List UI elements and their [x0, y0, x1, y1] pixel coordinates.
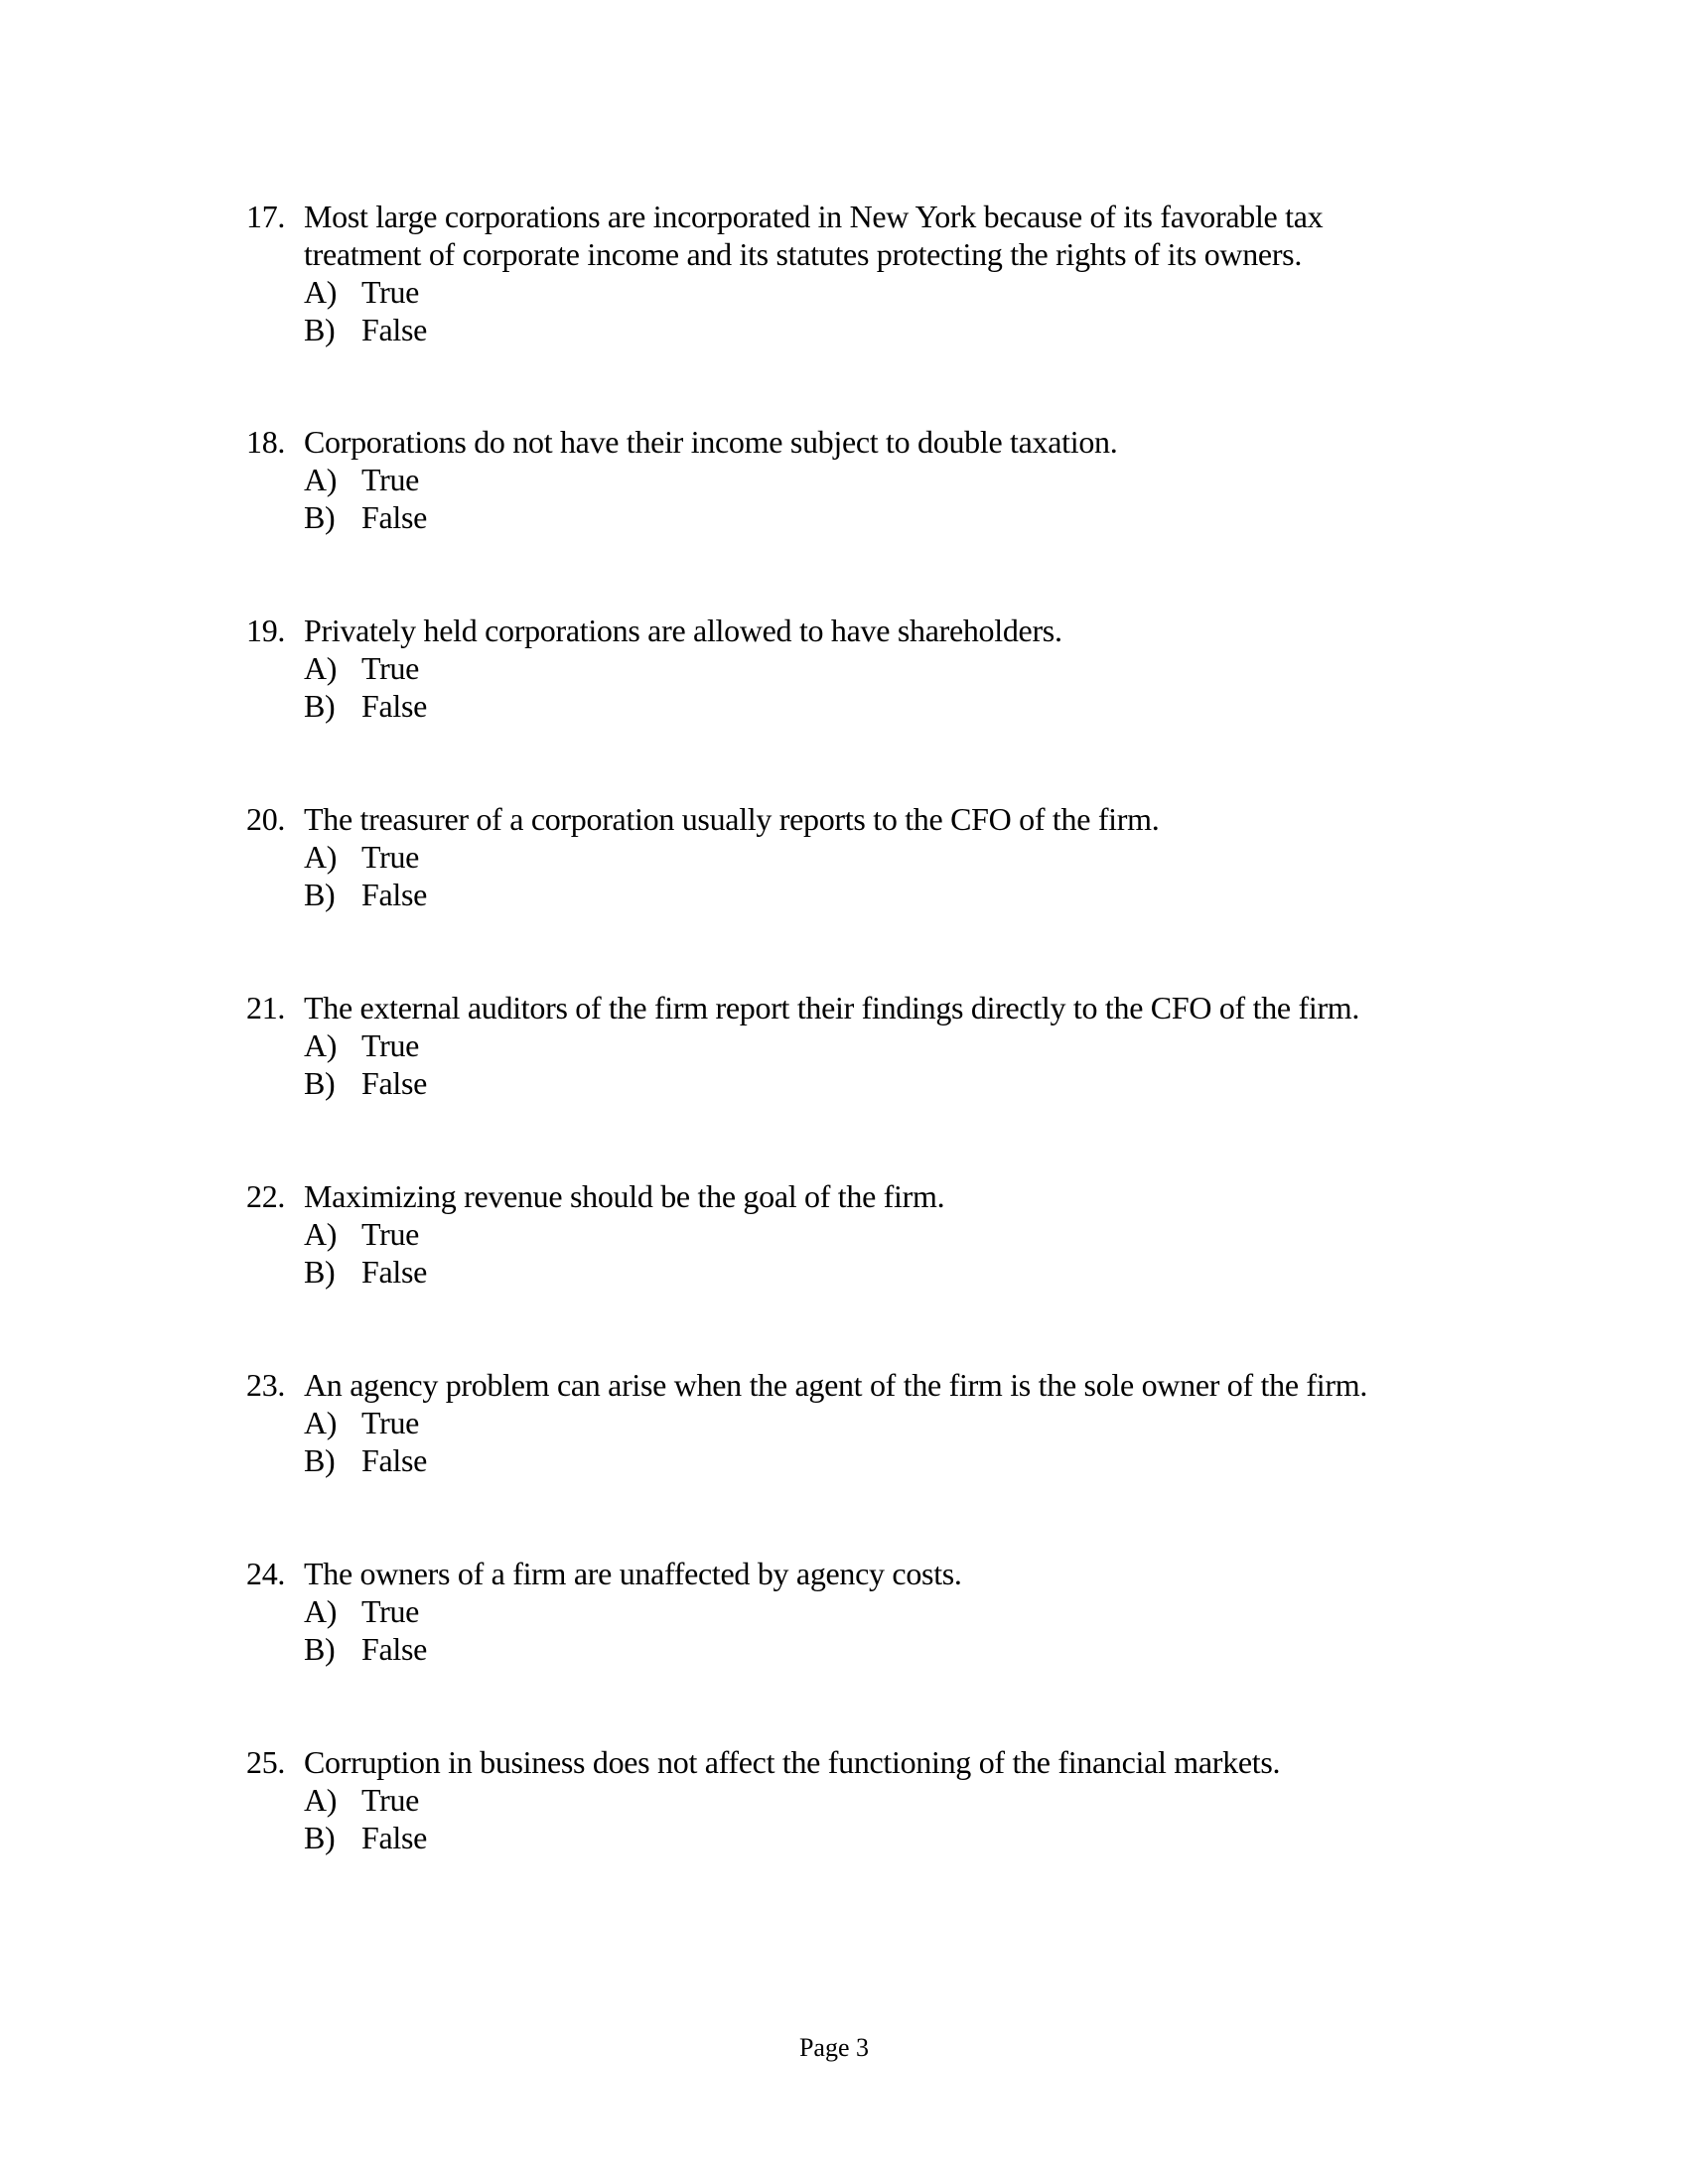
option-label: B): [304, 1820, 336, 1855]
option-label: A): [304, 1216, 338, 1252]
option-label: A): [304, 1027, 338, 1063]
question-number: 23.: [246, 1367, 286, 1403]
question-text: The owners of a firm are unaffected by agency costs.: [304, 1556, 962, 1591]
option-text: True: [361, 1027, 420, 1063]
answer-option[interactable]: [304, 1630, 1537, 1668]
question-number: 21.: [246, 990, 286, 1025]
answer-option[interactable]: [304, 876, 1537, 913]
answer-option[interactable]: [304, 1592, 1537, 1630]
option-text: False: [361, 312, 428, 347]
question-21: [246, 989, 1537, 1102]
option-text: True: [361, 1216, 420, 1252]
option-label: A): [304, 462, 338, 497]
question-text: Maximizing revenue should be the goal of the firm.: [304, 1178, 945, 1214]
option-text: True: [361, 839, 420, 875]
option-label: B): [304, 877, 336, 912]
question-text: treatment of corporate income and its statutes protecting the rights of its owners.: [304, 236, 1303, 272]
question-text: Privately held corporations are allowed to have shareholders.: [304, 613, 1062, 648]
question-17: [246, 198, 1537, 348]
answer-option[interactable]: [304, 498, 1537, 536]
question-text: Corporations do not have their income subject to double taxation.: [304, 424, 1118, 460]
option-text: False: [361, 877, 428, 912]
question-number: 25.: [246, 1744, 286, 1780]
answer-option[interactable]: [304, 649, 1537, 687]
option-label: B): [304, 312, 336, 347]
question-19: [246, 612, 1537, 725]
option-label: B): [304, 499, 336, 535]
question-number: 19.: [246, 613, 286, 648]
question-24: [246, 1555, 1537, 1668]
answer-option[interactable]: [304, 1253, 1537, 1291]
answer-option[interactable]: [304, 1819, 1537, 1856]
option-text: False: [361, 1820, 428, 1855]
answer-option[interactable]: [304, 1215, 1537, 1253]
question-number: 20.: [246, 801, 286, 837]
option-label: A): [304, 1405, 338, 1440]
question-text: The external auditors of the firm report their findings directly to the CFO of the firm.: [304, 990, 1360, 1025]
option-label: A): [304, 650, 338, 686]
option-label: A): [304, 1782, 338, 1818]
question-22: [246, 1177, 1537, 1291]
page-number: Page 3: [798, 2033, 870, 2062]
question-number: 18.: [246, 424, 286, 460]
option-label: B): [304, 688, 336, 724]
option-label: A): [304, 274, 338, 310]
answer-option[interactable]: [304, 311, 1537, 348]
option-text: False: [361, 499, 428, 535]
question-number: 22.: [246, 1178, 286, 1214]
option-text: False: [361, 1631, 428, 1667]
question-text: Corruption in business does not affect the functioning of the financial markets.: [304, 1744, 1281, 1780]
question-text: The treasurer of a corporation usually reports to the CFO of the firm.: [304, 801, 1160, 837]
option-label: B): [304, 1631, 336, 1667]
option-label: B): [304, 1065, 336, 1101]
option-text: True: [361, 1405, 420, 1440]
option-text: False: [361, 688, 428, 724]
option-label: A): [304, 839, 338, 875]
answer-option[interactable]: [304, 1064, 1537, 1102]
answer-option[interactable]: [304, 838, 1537, 876]
answer-option[interactable]: [304, 1441, 1537, 1479]
option-text: True: [361, 1782, 420, 1818]
question-text: An agency problem can arise when the agent of the firm is the sole owner of the firm.: [304, 1367, 1368, 1403]
answer-option[interactable]: [304, 1781, 1537, 1819]
option-text: False: [361, 1254, 428, 1290]
question-23: [246, 1366, 1537, 1479]
question-20: [246, 800, 1537, 913]
question-25: [246, 1743, 1537, 1856]
option-label: A): [304, 1593, 338, 1629]
answer-option[interactable]: [304, 1026, 1537, 1064]
page-footer: [0, 2033, 1688, 2063]
question-number: 17.: [246, 199, 286, 234]
answer-option[interactable]: [304, 1404, 1537, 1441]
answer-option[interactable]: [304, 273, 1537, 311]
answer-option[interactable]: [304, 461, 1537, 498]
option-text: False: [361, 1065, 428, 1101]
question-number: 24.: [246, 1556, 286, 1591]
answer-option[interactable]: [304, 687, 1537, 725]
option-label: B): [304, 1254, 336, 1290]
option-text: True: [361, 462, 420, 497]
question-text: Most large corporations are incorporated in New York because of its favorable tax: [304, 199, 1324, 234]
option-text: True: [361, 650, 420, 686]
option-label: B): [304, 1442, 336, 1478]
option-text: False: [361, 1442, 428, 1478]
option-text: True: [361, 1593, 420, 1629]
question-18: [246, 423, 1537, 536]
option-text: True: [361, 274, 420, 310]
